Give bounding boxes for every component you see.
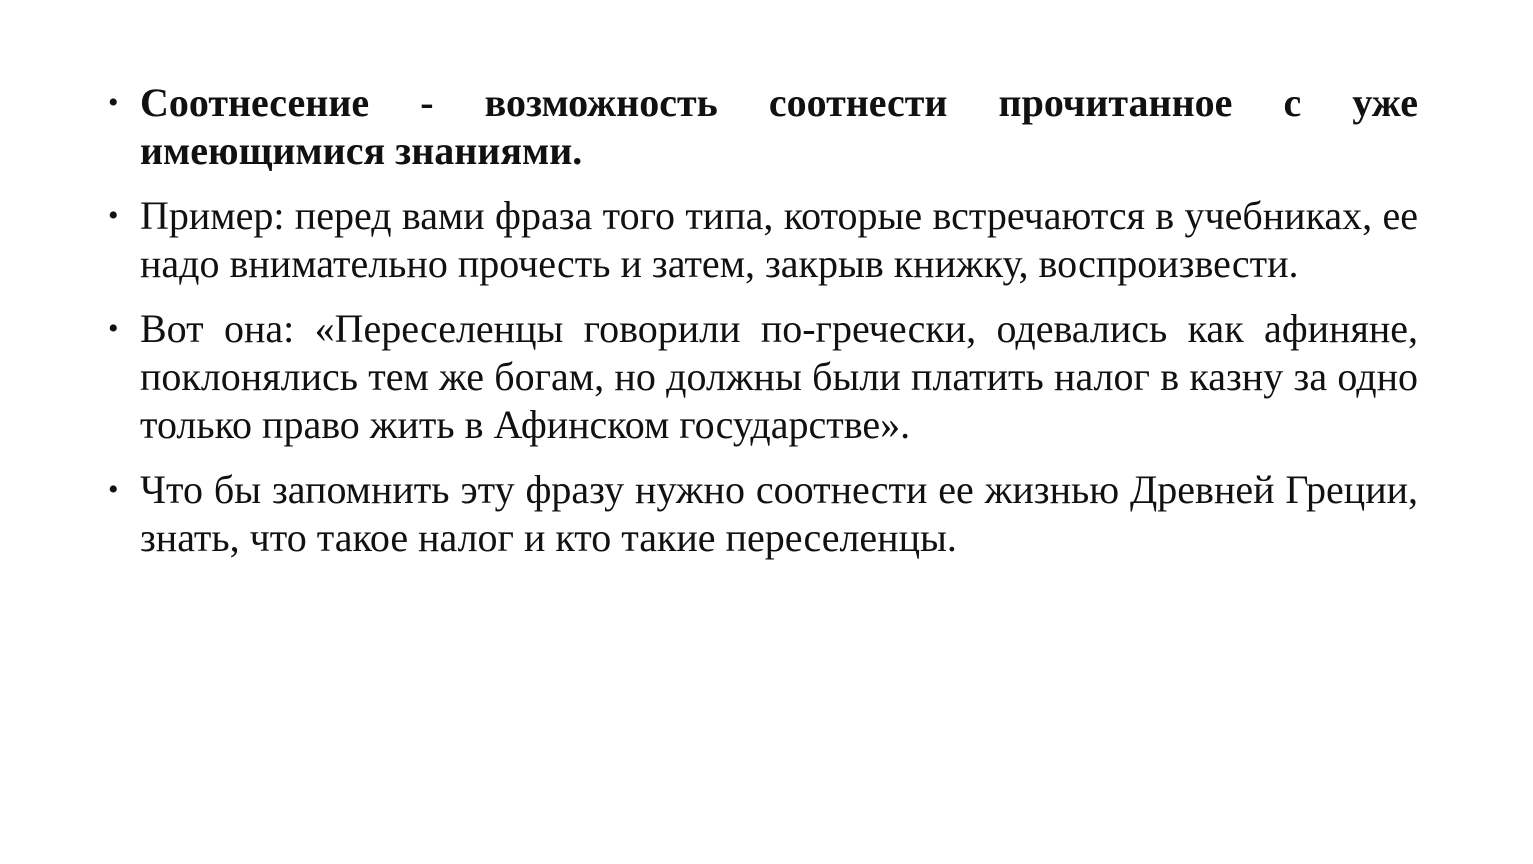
bullet-item-1 bbox=[108, 79, 1418, 175]
bullet-item-3 bbox=[108, 305, 1418, 449]
bullet-icon: • bbox=[108, 473, 119, 506]
bullet-text-4: Что бы запомнить эту фразу нужно соотнести ее жизнью Древней Греции, знать, что такое налог и кто такие переселенцы. bbox=[140, 467, 1418, 560]
bullet-item-2 bbox=[108, 192, 1418, 288]
bullet-icon: • bbox=[108, 312, 119, 345]
bullet-icon: • bbox=[108, 199, 119, 232]
bullet-item-4 bbox=[108, 466, 1418, 562]
bullet-text-3: Вот она: «Переселенцы говорили по-гречески, одевались как афиняне, поклонялись тем же богам, но должны были платить налог в казну за одно только право жить в Афинском государстве». bbox=[140, 306, 1418, 447]
bullet-icon: • bbox=[108, 86, 119, 119]
bullet-text-2: Пример: перед вами фраза того типа, которые встречаются в учебниках, ее надо внимательно прочесть и затем, закрыв книжку, воспроизвести. bbox=[140, 193, 1418, 286]
bullet-list bbox=[108, 79, 1418, 579]
bullet-text-1: Соотнесение - возможность соотнести прочитанное с уже имеющимися знаниями. bbox=[140, 80, 1418, 173]
